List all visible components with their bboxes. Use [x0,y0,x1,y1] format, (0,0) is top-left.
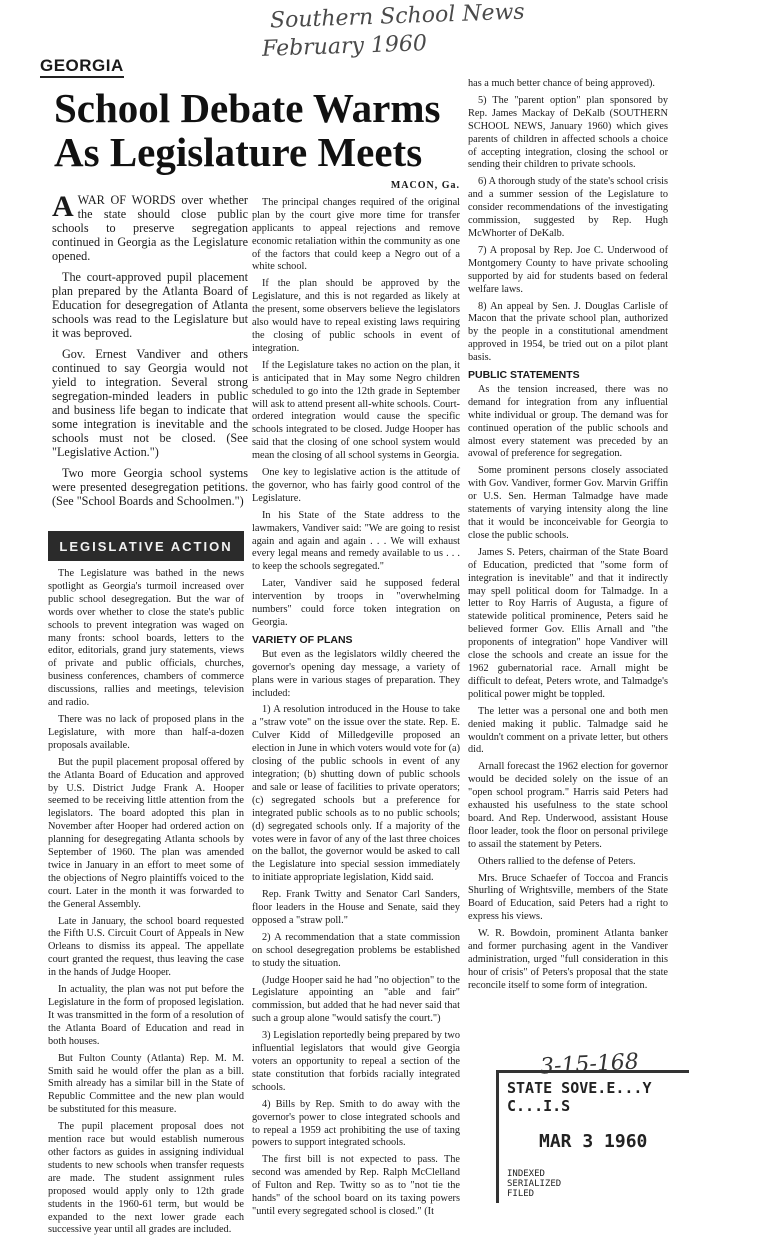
legislative-action-heading: LEGISLATIVE ACTION [48,531,244,561]
archive-stamp [496,1070,689,1203]
body-paragraph: But the pupil placement proposal offered by the Atlanta Board of Education and approved by U.S. District Judge Frank A. Hooper seemed to be receiving little attention from the legislators. The board adopted this plan in November after Hooper had ordered action on planning for desegregating Atlanta schools by September of 1960. The plan was amended twice in January in an effort to meet some of the objections of Negro plaintiffs voiced to the court. Later in the month it was forwarded to the General Assembly. [48,756,244,910]
lead-paragraph: AWAR OF WORDS over whether the state should close public schools to preserve segregation continued in Georgia as the Legislature opened. [52,190,248,263]
body-paragraph: Some prominent persons closely associated with Gov. Vandiver, former Gov. Marvin Griffin or U.S. Sen. Herman Talmadge have made statements of varying intensity along the line that it would be inconceivable for Georgia to close the public schools. [468,465,668,541]
section-label: GEORGIA [40,56,124,78]
body-paragraph: One key to legislative action is the attitude of the governor, who has fairly good control of the Legislature. [252,467,460,504]
body-paragraph: 5) The "parent option" plan sponsored by Rep. James Mackay of DeKalb (SOUTHERN SCHOOL NEWS, January 1960) which gives parents of children in affected schools a choice of accepting integration, closing the school or sending their children to private schools. [468,94,668,171]
body-paragraph: 6) A thorough study of the state's school crisis and a summer session of the Legislature to consider recommendations of the investigating commission, suggested by Rep. Hugh McWhorter of DeKalb. [468,176,668,239]
lead-paragraph: Two more Georgia school systems were presented desegregation petitions. (See "School Boards and Schoolmen.") [52,466,248,508]
body-paragraph: In actuality, the plan was not put before the Legislature in the form of proposed legislation. It was transmitted in the form of a resolution of the Atlanta Board of Education and read in both houses. [48,984,244,1047]
body-paragraph: The Legislature was bathed in the news spotlight as Georgia's turmoil increased over public school desegregation. But the war of words over whether to close the state's public schools to prevent integration was waged on many fronts: school boards, letters to the editor, editorials, grand jury statements, views of private and public officials, churches, business conferences, chambers of commerce discussions, rallies and meetings, television and radio. [48,568,244,709]
body-paragraph: If the plan should be approved by the Legislature, and this is not regarded as likely at the present, some observers believe the legislators also would have to repeal existing laws requiring the closing of public schools in event of integration. [252,278,460,354]
subheading-variety-of-plans: VARIETY OF PLANS [252,633,353,646]
body-paragraph: 3) Legislation reportedly being prepared by two influential legislators that would give Georgia voters an opportunity to repeal a section of the state constitution that forbids racially integrated schools. [252,1030,460,1093]
handwritten-date: February 1960 [261,31,428,62]
body-paragraph: Arnall forecast the 1962 election for governor would be decided solely on the issue of an "open school program." Harris said Peters had exhausted his usefulness to the state school board. And Rep. Underwood, assistant House floor leader, took the floor on personal privilege to assail the statement by Peters. [468,761,668,850]
headline: School Debate Warms As Legislature Meets [54,85,441,175]
column-a [48,568,244,1241]
body-paragraph: There was no lack of proposed plans in the Legislature, with more than half-a-dozen proposals available. [48,713,244,751]
body-paragraph: James S. Peters, chairman of the State Board of Education, predicted that "some form of integration is inevitable" and that it indirectly may spell political doom for Talmadge. In a letter to Roy Harris of Augusta, a figure of statewide political prominence, Peters said he believed former Gov. Ellis Arnall and "the proponents of integration" hope Vandiver will close the schools and create an issue for the 1962 gubernatorial race. Arnall might be difficult to defeat, Peters wrote, and Talmadge's political power might be toppled. [468,546,668,700]
stamp-label-filed: FILED [507,1189,535,1199]
body-paragraph: 8) An appeal by Sen. J. Douglas Carlisle of Macon that the private school plan, authorized by the people in a constitutional amendment approved in 1954, be tried out on a pilot plant basis. [468,300,668,364]
body-paragraph: As the tension increased, there was no demand for integration from any influential white individual or group. The demand was for continued operation of the public schools and almost every statement was preceded by an avowal of preference for segregation. [468,383,668,460]
column-c [468,78,668,997]
body-paragraph: Mrs. Bruce Schaefer of Toccoa and Francis Shurling of Wrightsville, members of the State Board of Education, said Peters had a right to express his views. [468,872,668,923]
handwritten-file-number: 3-15-168 [539,1049,640,1080]
lead-paragraph: Gov. Ernest Vandiver and others continued to say Georgia would not yield to integration. Several strong segregation-minded leaders in public and business life began to indicate that some integration is inevitable and the schools must not be closed. (See "Legislative Action.") [52,347,248,459]
column-b [252,180,460,1223]
body-paragraph: Later, Vandiver said he supposed federal intervention by troops in "overwhelming numbers" could force token integration on Georgia. [252,578,460,628]
dateline: MACON, Ga. [390,180,460,191]
stamp-date: MAR 3 1960 [539,1131,648,1152]
dropcap: A [52,190,74,223]
body-paragraph: Late in January, the school board requested the Fifth U.S. Circuit Court of Appeals in New Orleans to dismiss its appeal. The appellate court granted the request, thus leaving the case in the hands of Judge Hooper. [48,915,244,979]
stamp-title: STATE SOVE.E...Y C...I.S [507,1079,652,1115]
body-paragraph: The letter was a personal one and both men denied making it public. Talmadge said he wouldn't comment on a private letter, but others did. [468,705,668,756]
body-paragraph: In his State of the State address to the lawmakers, Vandiver said: "We are going to resist again and again and again . . . We will exhaust every legal means and remedy available to us . . . to keep the schools segregated." [252,509,460,573]
body-paragraph: 4) Bills by Rep. Smith to do away with the governor's power to close integrated schools and to repeal a 1959 act prohibiting the use of taxing powers to support integrated schools. [252,1098,460,1149]
body-paragraph: 2) A recommendation that a state commission on school desegregation problems be established to study the situation. [252,931,460,969]
body-paragraph: 1) A resolution introduced in the House to take a "straw vote" on the issue over the state. Rep. E. Culver Kidd of Milledgeville proposed an election in June in which voters would vote for (a) closing of the public schools in event of any integration; (b) shutting down of public schools and sale or lease of facilities to private operators; (c) segregated schools but a preference for integrated public schools as to no public schools; (d) segregated schools only. If a majority of the votes were in favor of any of the last three choices on the ballot, the governor would be asked to call the Legislature into special session immediately to initiate appropriate legislation, Kidd said. [252,704,460,884]
body-paragraph: The pupil placement proposal does not mention race but would establish numerous other factors as guides in assigning individual students to new schools when transfer requests are made. The student assignment rules proposed would apply only to 12th grade students in the 1960-61 term, but would be expanded to the next lower grade each successive year until all grades are included. [48,1121,244,1236]
lead-column [52,190,248,515]
body-paragraph: But Fulton County (Atlanta) Rep. M. M. Smith said he would offer the plan as a bill. Smith already has a similar bill in the State of Republic Committee and the new plan would be substituted for this measure. [48,1052,244,1116]
body-paragraph: If the Legislature takes no action on the plan, it is anticipated that in May some Negro children scheduled to go into the 12th grade in September will ask to attend present all-white schools. Court-ordered integration would cause the specific schools integrated to be closed. Judge Hooper has said that the closing of one school system would mean the closing of all school systems in Georgia. [252,359,460,462]
stamp-labels [507,1169,561,1199]
body-paragraph: (Judge Hooper said he had "no objection" to the Legislature appointing an "able and fair" commission, but added that he had never said that such a group alone "would satisfy the court.") [252,974,460,1025]
body-paragraph: Rep. Frank Twitty and Senator Carl Sanders, floor leaders in the House and Senate, said they opposed a "straw poll." [252,889,460,926]
body-paragraph: has a much better chance of being approved). [468,78,655,89]
body-paragraph: 7) A proposal by Rep. Joe C. Underwood of Montgomery County to have private schooling supported by aid for students based on federal welfare laws. [468,244,668,295]
handwritten-source: Southern School News [269,0,526,34]
body-paragraph: W. R. Bowdoin, prominent Atlanta banker and former purchasing agent in the Vandiver administration, urged "full consideration in this hour of crisis" of Peters's proposal that the state reconcile itself to some form of integration. [468,928,668,991]
body-paragraph: Others rallied to the defense of Peters. [478,855,636,867]
stamp-label-serialized: SERIALIZED [507,1179,562,1189]
lead-paragraph: The court-approved pupil placement plan prepared by the Atlanta Board of Education for desegregation of Atlanta schools was read to the Legislature but it was beproved. [52,270,248,340]
subheading-public-statements: PUBLIC STATEMENTS [468,369,580,382]
body-paragraph: But even as the legislators wildly cheered the governor's opening day message, a variety of plans were in various stages of preparation. They included: [252,648,460,699]
body-paragraph: The principal changes required of the original plan by the court give more time for transfer applicants to appeal rejections and remove economic retaliation within the community as one of the factors that could keep a Negro out of a white school. [252,196,460,273]
body-paragraph: The first bill is not expected to pass. The second was amended by Rep. Ralph McClelland of Fulton and Rep. Twitty so as to "not tie the hands" of the school board on its taxing powers "until every segregated school is closed." (It [252,1154,460,1217]
stamp-label-indexed: INDEXED [507,1169,545,1179]
